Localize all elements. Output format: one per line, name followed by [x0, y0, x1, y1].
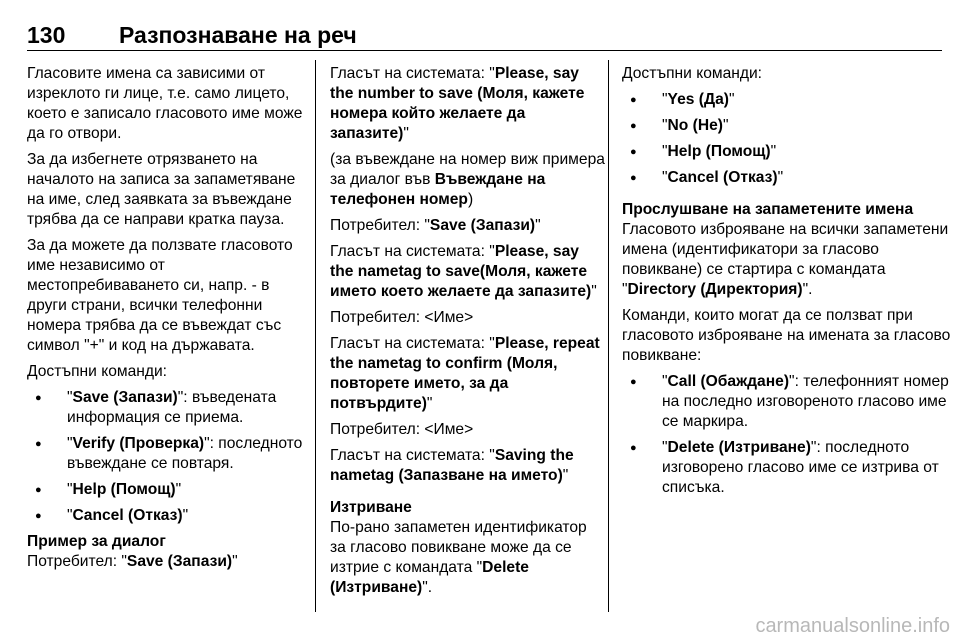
dialog-line: Потребител: <Име> [330, 421, 474, 438]
commands-label: Достъпни команди: [27, 363, 168, 380]
dialog-line: Гласът на системата: "Saving the nametag (Запазване на името)" [330, 447, 574, 484]
command-list [622, 372, 952, 498]
commands-label: Достъпни команди: [622, 65, 763, 82]
paragraph: По-рано запаметен идентификатор за гласово повикване може да се изтрие с командата "Delete (Изтриване)". [330, 519, 587, 596]
list-item: ● "Call (Обаждане)": телефонният номер на последно изговореното гласово име се маркира. [622, 372, 952, 432]
dialog-line: Гласът на системата: "Please, say the number to save (Моля, кажете номера който желаете да запазите)" [330, 65, 585, 142]
paragraph: За да избегнете отрязването на началото на записа за запаметяване на име, след заявката за въвеждане трябва да се направи кратка пауза. [27, 151, 296, 228]
dialog-line: Потребител: "Save (Запази)" [27, 553, 238, 570]
dialog-note: (за въвеждане на номер виж примера за диалог във Въвеждане на телефонен номер) [330, 151, 605, 208]
dialog-line: Гласът на системата: "Please, say the nametag to save(Моля, кажете името което желаете да запазите)" [330, 243, 597, 300]
column-divider [315, 60, 316, 612]
command-name: Save (Запази) [72, 389, 178, 406]
watermark: carmanualsonline.info [755, 615, 950, 637]
list-item: ● "No (Не)" [622, 116, 952, 136]
paragraph: За да можете да ползвате гласовото име независимо от местопребиваването си, напр. - в други страни, всички телефонни номера трябва да се въвеждат със символ "+" и код на държавата. [27, 237, 293, 354]
dialog-line: Гласът на системата: "Please, repeat the nametag to confirm (Моля, повторете името, за да потвърдите)" [330, 335, 600, 412]
list-item: ● "Yes (Да)" [622, 90, 952, 110]
command-name: Help (Помощ) [72, 481, 176, 498]
page-header [27, 20, 942, 50]
command-name: Cancel (Отказ) [72, 507, 183, 524]
paragraph: Гласовите имена са зависими от изреклото ги лице, т.е. само лицето, което е записало гласовото име може да го отвори. [27, 65, 303, 142]
section-heading: Прослушване на запаметените имена [622, 201, 914, 218]
paragraph: Команди, които могат да се ползват при гласовото изброяване на имената за гласово повикване: [622, 307, 951, 364]
dialog-line: Потребител: <Име> [330, 309, 474, 326]
paragraph: Гласовото изброяване на всички запаметени имена (идентификатори за гласово повикване) се стартира с командата "Directory (Директория)". [622, 221, 949, 298]
section-heading: Пример за диалог [27, 533, 166, 550]
list-item: ● "Save (Запази)": въведената информация се приема. [27, 388, 310, 428]
section-heading: Изтриване [330, 499, 412, 516]
page-title: Разпознаване на реч [119, 22, 357, 48]
column-2 [330, 64, 606, 604]
header-rule [27, 50, 942, 51]
list-item: ● "Verify (Проверка)": последното въвеждане се повтаря. [27, 434, 310, 474]
list-item: ● "Cancel (Отказ)" [622, 168, 952, 188]
command-list [27, 388, 310, 526]
command-name: Verify (Проверка) [72, 435, 205, 452]
list-item: ● "Cancel (Отказ)" [27, 506, 310, 526]
list-item: ● "Delete (Изтриване)": последното изговорено гласово име се изтрива от списъка. [622, 438, 952, 498]
dialog-line: Потребител: "Save (Запази)" [330, 217, 541, 234]
column-divider [608, 60, 609, 612]
column-3 [622, 64, 952, 504]
page-number: 130 [27, 22, 66, 48]
list-item: ● "Help (Помощ)" [622, 142, 952, 162]
command-list [622, 90, 952, 188]
list-item: ● "Help (Помощ)" [27, 480, 310, 500]
column-1 [27, 64, 310, 578]
